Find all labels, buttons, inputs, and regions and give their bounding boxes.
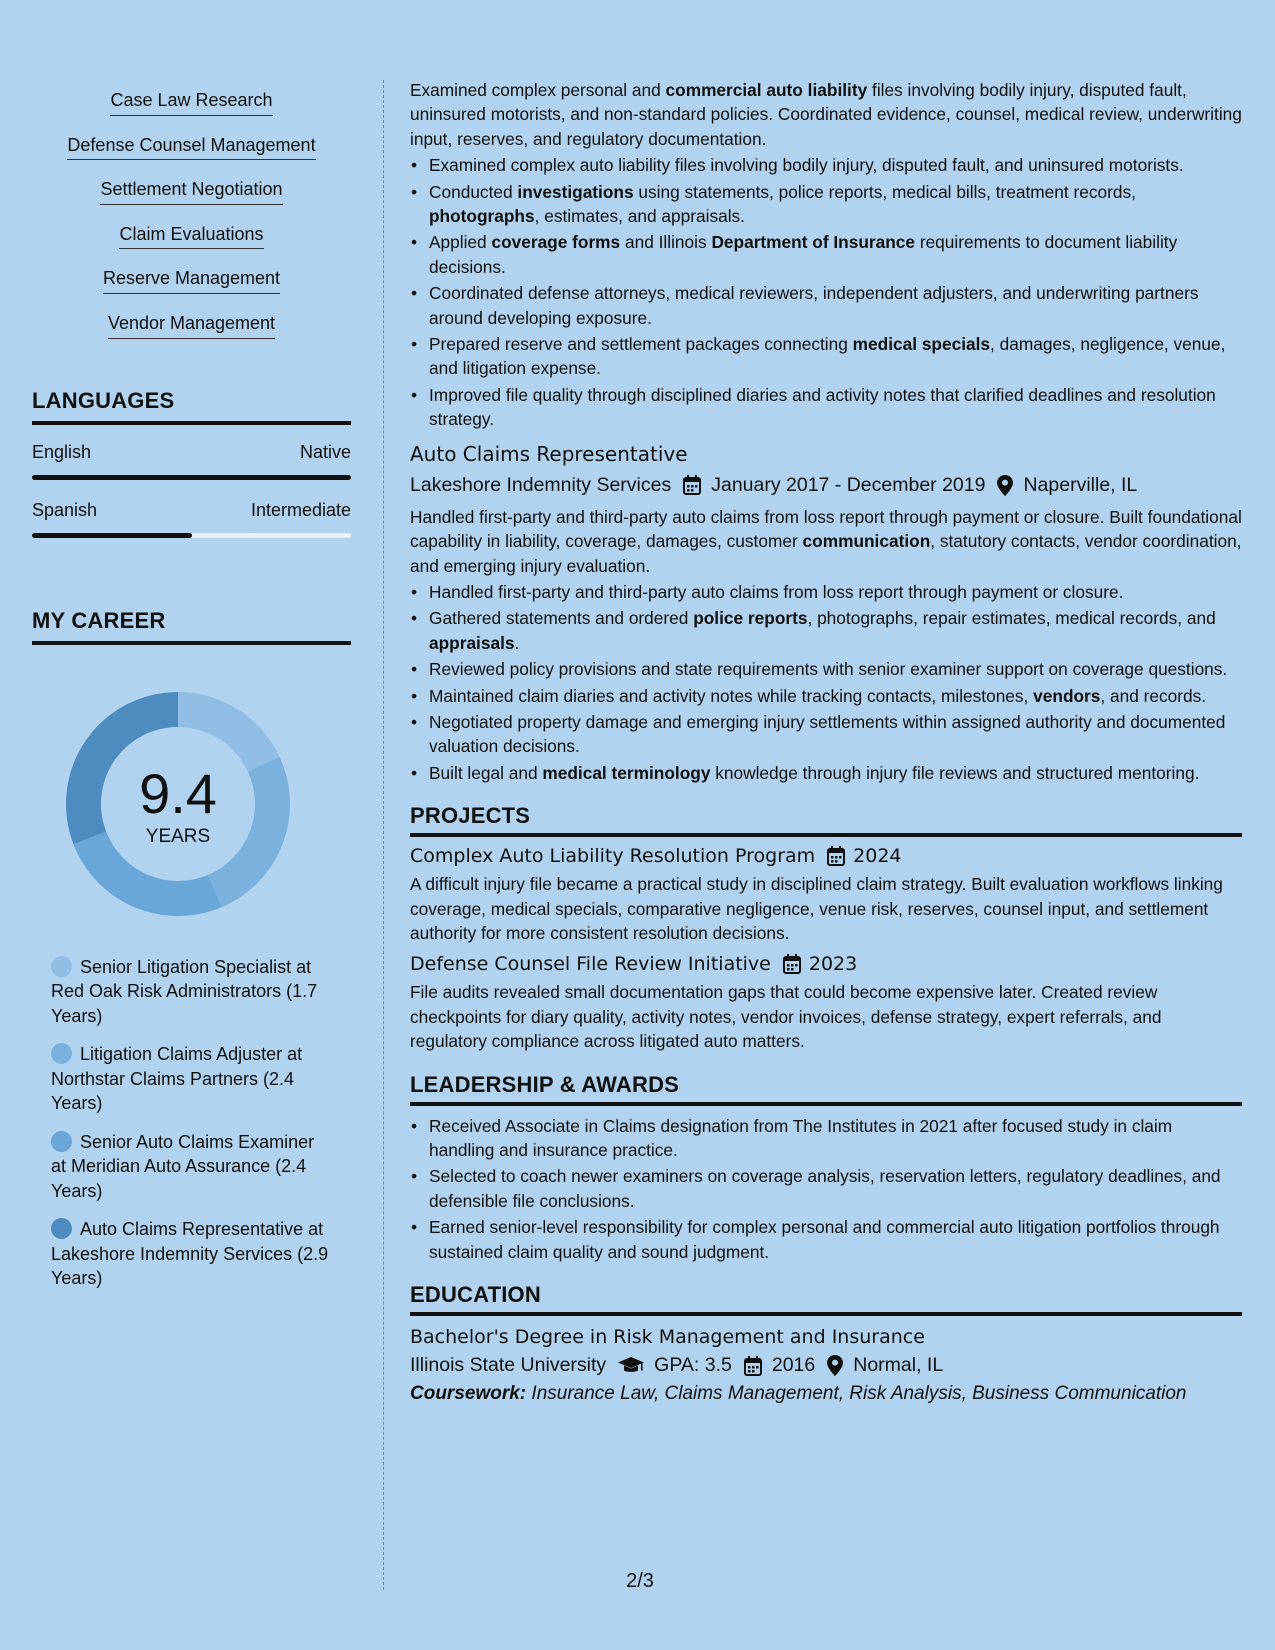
- job-title: Auto Claims Representative: [410, 441, 688, 466]
- career-total-unit: YEARS: [145, 825, 211, 847]
- career-legend: [51, 955, 331, 1291]
- career-legend-item: [51, 955, 331, 1029]
- project-item: [410, 845, 1242, 945]
- list-item: • Negotiated property damage and emerging injury settlements within assigned authority and documented valuation decisions.: [410, 710, 1242, 759]
- career-legend-item: [51, 1130, 331, 1204]
- career-legend-item: [51, 1217, 331, 1291]
- page-number: 2/3: [626, 1570, 654, 1592]
- experience-summary: Examined complex personal and commercial auto liability files involving bodily injury, disputed fault, uninsured motorists, and non-standard policies. Coordinated evidence, counsel, medical review, underwriting input, reserves, and regulatory documentation.: [410, 80, 1242, 149]
- degree-title: Bachelor's Degree in Risk Management and Insurance: [410, 1326, 925, 1349]
- language-english: [32, 442, 351, 480]
- job-bullets: [410, 580, 1242, 785]
- legend-dot: [51, 956, 72, 977]
- skill-item: Reserve Management: [103, 258, 280, 294]
- language-name: Spanish: [32, 499, 98, 520]
- list-item: • Examined complex auto liability files involving bodily injury, disputed fault, and uninsured motorists.: [410, 153, 1242, 177]
- legend-text: Senior Auto Claims Examiner at Meridian Auto Assurance (2.4 Years): [51, 1131, 315, 1201]
- language-proficiency-bar: [32, 475, 351, 480]
- left-column: [32, 80, 351, 1305]
- job-description: Handled first-party and third-party auto claims from loss report through payment or closure. Built foundational capability in liability, coverage, damages, customer communication, statutory contacts, vendor coordination, and emerging injury evaluation.: [410, 506, 1242, 576]
- coursework-label: Coursework:: [410, 1383, 527, 1405]
- list-item: • Gathered statements and ordered police reports, photographs, repair estimates, medical records, and appraisals.: [410, 606, 1242, 655]
- skill-item: Claim Evaluations: [119, 214, 263, 250]
- legend-dot: [51, 1131, 72, 1152]
- location-pin-icon: [997, 475, 1013, 496]
- list-item: • Built legal and medical terminology knowledge through injury file reviews and structured mentoring.: [410, 761, 1242, 785]
- experience-bullets: [410, 153, 1242, 431]
- language-proficiency-bar: [32, 533, 351, 538]
- right-column: [410, 78, 1242, 1405]
- project-item: [410, 953, 1242, 1053]
- gpa: GPA: 3.5: [654, 1354, 732, 1377]
- school-name: Illinois State University: [410, 1354, 607, 1377]
- calendar-icon: [683, 475, 701, 495]
- awards-heading: LEADERSHIP & AWARDS: [410, 1072, 1242, 1106]
- list-item: • Improved file quality through disciplined diaries and activity notes that clarified deadlines and resolution strategy.: [410, 383, 1242, 432]
- job-dates: January 2017 - December 2019: [711, 473, 986, 496]
- language-level: Intermediate: [250, 499, 351, 520]
- graduation-cap-icon: [618, 1357, 644, 1375]
- list-item: • Conducted investigations using statements, police reports, medical bills, treatment records, photographs, estimates, and appraisals.: [410, 180, 1242, 229]
- job-company: Lakeshore Indemnity Services: [410, 473, 672, 496]
- language-name: English: [32, 441, 92, 462]
- career-donut-chart: [63, 689, 293, 919]
- job-meta: [410, 474, 1242, 497]
- language-spanish: [32, 500, 351, 538]
- career-legend-item: [51, 1042, 331, 1116]
- skill-item: Settlement Negotiation: [100, 169, 282, 205]
- graduation-year: 2016: [771, 1354, 816, 1377]
- coursework: [410, 1383, 1242, 1405]
- job-location: Naperville, IL: [1023, 473, 1138, 496]
- project-name: Complex Auto Liability Resolution Program: [410, 845, 816, 868]
- column-divider: [383, 80, 384, 1590]
- skill-item: Vendor Management: [108, 303, 275, 339]
- project-year: 2024: [853, 845, 902, 868]
- skill-item: Case Law Research: [110, 80, 272, 116]
- project-year: 2023: [808, 953, 858, 976]
- career-total-years: 9.4: [139, 761, 217, 825]
- location-pin-icon: [827, 1355, 843, 1376]
- list-item: • Prepared reserve and settlement packages connecting medical specials, damages, negligence, venue, and litigation expense.: [410, 332, 1242, 381]
- language-proficiency-fill: [32, 533, 192, 538]
- list-item: • Maintained claim diaries and activity notes while tracking contacts, milestones, vendors, and records.: [410, 684, 1242, 708]
- project-description: File audits revealed small documentation gaps that could become expensive later. Created review checkpoints for diary quality, activity notes, vendor invoices, defense strategy, expert referrals, and regulatory compliance across litigated auto matters.: [410, 982, 1162, 1052]
- education-meta: [410, 1354, 1242, 1377]
- list-item: • Earned senior-level responsibility for complex personal and commercial auto litigation portfolios through sustained claim quality and sound judgment.: [410, 1215, 1242, 1264]
- list-item: • Handled first-party and third-party auto claims from loss report through payment or closure.: [410, 580, 1242, 604]
- list-item: • Received Associate in Claims designation from The Institutes in 2021 after focused study in claim handling and insurance practice.: [410, 1114, 1242, 1163]
- legend-dot: [51, 1218, 72, 1239]
- legend-dot: [51, 1043, 72, 1064]
- project-description: A difficult injury file became a practical study in disciplined claim strategy. Built evaluation workflows linking coverage, medical specials, comparative negligence, venue risk, reserves, counsel input, and settlement authority for more consistent resolution decisions.: [410, 874, 1223, 943]
- legend-text: Auto Claims Representative at Lakeshore Indemnity Services (2.9 Years): [51, 1219, 329, 1289]
- projects-heading: PROJECTS: [410, 803, 1242, 837]
- list-item: • Coordinated defense attorneys, medical reviewers, independent adjusters, and underwriting partners around developing exposure.: [410, 281, 1242, 330]
- language-proficiency-fill: [32, 475, 351, 480]
- awards-list: [410, 1114, 1242, 1264]
- coursework-list: Insurance Law, Claims Management, Risk Analysis, Business Communication: [526, 1383, 1187, 1405]
- languages-heading: LANGUAGES: [32, 388, 351, 425]
- calendar-icon: [827, 846, 845, 866]
- list-item: • Reviewed policy provisions and state requirements with senior examiner support on coverage questions.: [410, 657, 1242, 681]
- calendar-icon: [783, 954, 801, 974]
- legend-text: Senior Litigation Specialist at Red Oak Risk Administrators (1.7 Years): [51, 956, 318, 1026]
- legend-text: Litigation Claims Adjuster at Northstar Claims Partners (2.4 Years): [51, 1044, 303, 1114]
- education-heading: EDUCATION: [410, 1282, 1242, 1316]
- project-name: Defense Counsel File Review Initiative: [410, 953, 771, 976]
- school-location: Normal, IL: [853, 1354, 944, 1377]
- skills-list: [32, 80, 351, 348]
- skill-item: Defense Counsel Management: [67, 125, 315, 161]
- list-item: • Selected to coach newer examiners on coverage analysis, reservation letters, regulatory deadlines, and defensible file conclusions.: [410, 1164, 1242, 1213]
- career-heading: MY CAREER: [32, 608, 351, 645]
- language-level: Native: [299, 441, 351, 462]
- list-item: • Applied coverage forms and Illinois Department of Insurance requirements to document liability decisions.: [410, 230, 1242, 279]
- calendar-icon: [744, 1356, 762, 1376]
